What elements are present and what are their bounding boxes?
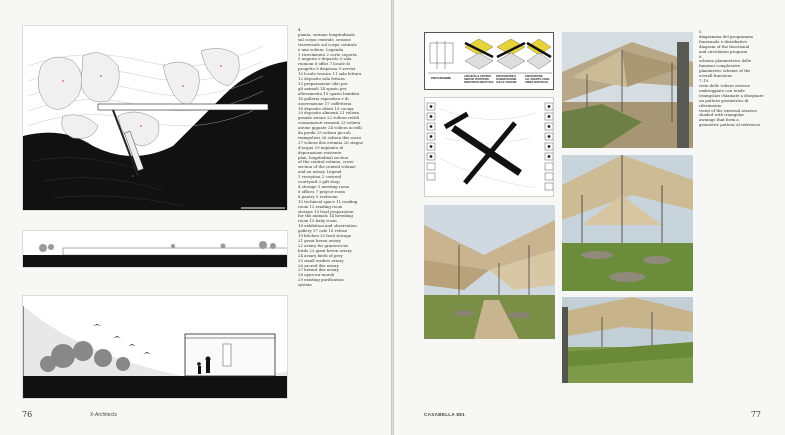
caption-line: trasversale sul corpo centrale [298,41,357,47]
diagram-label: PROGRAMME [431,76,452,80]
diagram-label: ARCHIVIO & CENTRO SERVIZI VISITATORI PERCORSO DIDATTICO [464,75,494,84]
caption-line: geometric pattern of reference [699,122,761,128]
caption-line: 4 storage 5 meeting room [298,184,350,189]
caption-line: grande airone 22 voliera rettili [298,115,359,121]
caption-line: and an aviary. Legend [298,169,342,175]
figure-caption-right [699,30,779,128]
caption-line: pianta, sezione longitudinale [298,31,355,37]
caption-line: 8 pantry 9 restroom [298,193,338,199]
caption-line: 18 deposito rifiuti 19 cucina [298,105,354,111]
caption-line: 10 technical space 11 reading [298,198,358,204]
caption-line: 27 hermit ibis aviary [298,267,339,273]
caption-line: 6 [699,53,702,59]
caption-line: 28 open-air marsh [298,272,335,278]
left-page [0,0,391,435]
caption-line: consumatori sementi 23 voliera [298,120,361,126]
caption-line: 4 [298,27,301,32]
caption-line: 1 ricevimento 2 corte coperta [298,51,357,57]
caption-line: osservazione 17 caffetteria [298,100,352,106]
planimetric-scheme-diagram [424,97,554,197]
diagram-label: ESPOSIZIONE E OSSERVAZIONE SULLE VOLIERE [496,75,517,84]
caption-line: room 15 baby room [298,218,337,224]
photo-aviary-wetland [562,297,693,383]
caption-line: diagramma del programma [699,33,753,39]
caption-line: birds 23 giant heron aviary [298,247,352,253]
caption-line: section of the central volume [298,164,356,170]
caption-line: 1 reception 2 covered [298,174,342,180]
caption-line: airone gigante 24 voliera uccelli [298,125,362,131]
caption-line: views of the external aviaries [699,107,757,113]
caption-line: 22 aviary for granivorous [298,242,349,248]
page-number-right: 77 [750,410,761,419]
site-plan-drawing [22,25,288,211]
longitudinal-section-drawing [22,230,288,268]
caption-line: 6 offices 7 project room [298,188,345,194]
caption-line: diagram of the functional [699,43,750,49]
caption-line: d'acqua 29 impianto di [298,144,344,150]
caption-line: e una voliera. Legenda [298,46,344,52]
caption-line: 3 negozio e deposito 5 sala [298,56,352,62]
caption-line: 29 existing purification [298,277,344,283]
caption-line: progetto 8 dispensa 9 servizi [298,66,356,72]
caption-line: funzionale e distributivo [699,38,747,44]
caption-line: viste delle voliere esterne [699,82,750,88]
caption-line: 7–10 [699,78,709,84]
caption-line: funzioni complessive [699,63,741,69]
photo-aviary-awnings-aerial [562,32,693,148]
caption-line: schema planimetrico delle [699,58,752,64]
cross-section-aviary-drawing [22,295,288,399]
page-number-left: 76 [22,410,33,419]
figure-caption-left [298,28,388,288]
caption-line: ombreggiate con tende [699,87,745,93]
caption-line: triangolari chiamate a disegnare [699,92,764,98]
caption-line: overall functions [699,73,733,79]
caption-line: room 12 reading room [298,203,343,209]
caption-line: gli animali 14 spazio per [298,85,347,91]
caption-line: 25 small waders aviary [298,257,344,263]
caption-line: of the central volume, cross- [298,159,355,165]
caption-line: 5 [699,29,702,34]
caption-line: trampolieri 26 voliera ibis sacro [298,134,362,140]
caption-line: da preda 25 voliera piccoli [298,130,351,136]
caption-line: 26 sacred ibis aviary [298,262,339,268]
caption-line: gallery 17 cafe 18 refuse [298,228,348,234]
caption-line: plan, longitudinal section [298,154,349,160]
caption-line: storage 13 food preparation [298,208,354,214]
caption-line: courtyard 3 gift shop [298,179,340,185]
caption-line: 27 voliera ibis eremita 28 stagno [298,139,364,145]
caption-line: planimetric scheme of the [699,68,751,74]
caption-line: riunioni 6 uffici 7 locale di [298,61,350,67]
running-head-left: X-Architects [90,412,117,418]
right-page [394,0,785,435]
caption-line: shaded with triangular [699,112,745,118]
caption-line: 24 aviary birds of prey [298,252,343,258]
caption-line: 10 locale tecnico 11 sala lettura [298,71,362,77]
caption-line: un pattern geometrico di [699,97,749,103]
caption-line: 13 preparazione cibo per [298,80,348,86]
caption-line: depurazione esistente [298,149,342,155]
caption-line: system [298,282,312,288]
running-head-right: CASABELLA 881 [424,412,465,417]
caption-line: sul corpo centrale, sezione [298,36,351,42]
caption-line: for the animals 14 breeding [298,213,353,219]
photo-aviary-path [424,205,555,339]
caption-line: and circulation program [699,48,748,54]
caption-line: 16 exhibition and observation [298,223,357,229]
caption-line: allevamento 15 spazio bambini [298,90,360,96]
diagram-label: ESPOSIZIONE ALL'APERTO ZONA UMIDA NATURALE [525,75,550,84]
caption-line: riferimento [699,102,722,108]
photo-aviary-interior [562,155,693,291]
caption-line: 16 galleria espositiva e di [298,95,349,101]
caption-line: 21 great heron aviary [298,237,341,243]
caption-line: awnings that form a [699,117,739,123]
caption-line: 20 deposito alimenti 21 voliera [298,110,360,116]
caption-line: 12 deposito sala lettura [298,76,345,82]
caption-line: 19 kitchen 20 food storage [298,233,351,239]
